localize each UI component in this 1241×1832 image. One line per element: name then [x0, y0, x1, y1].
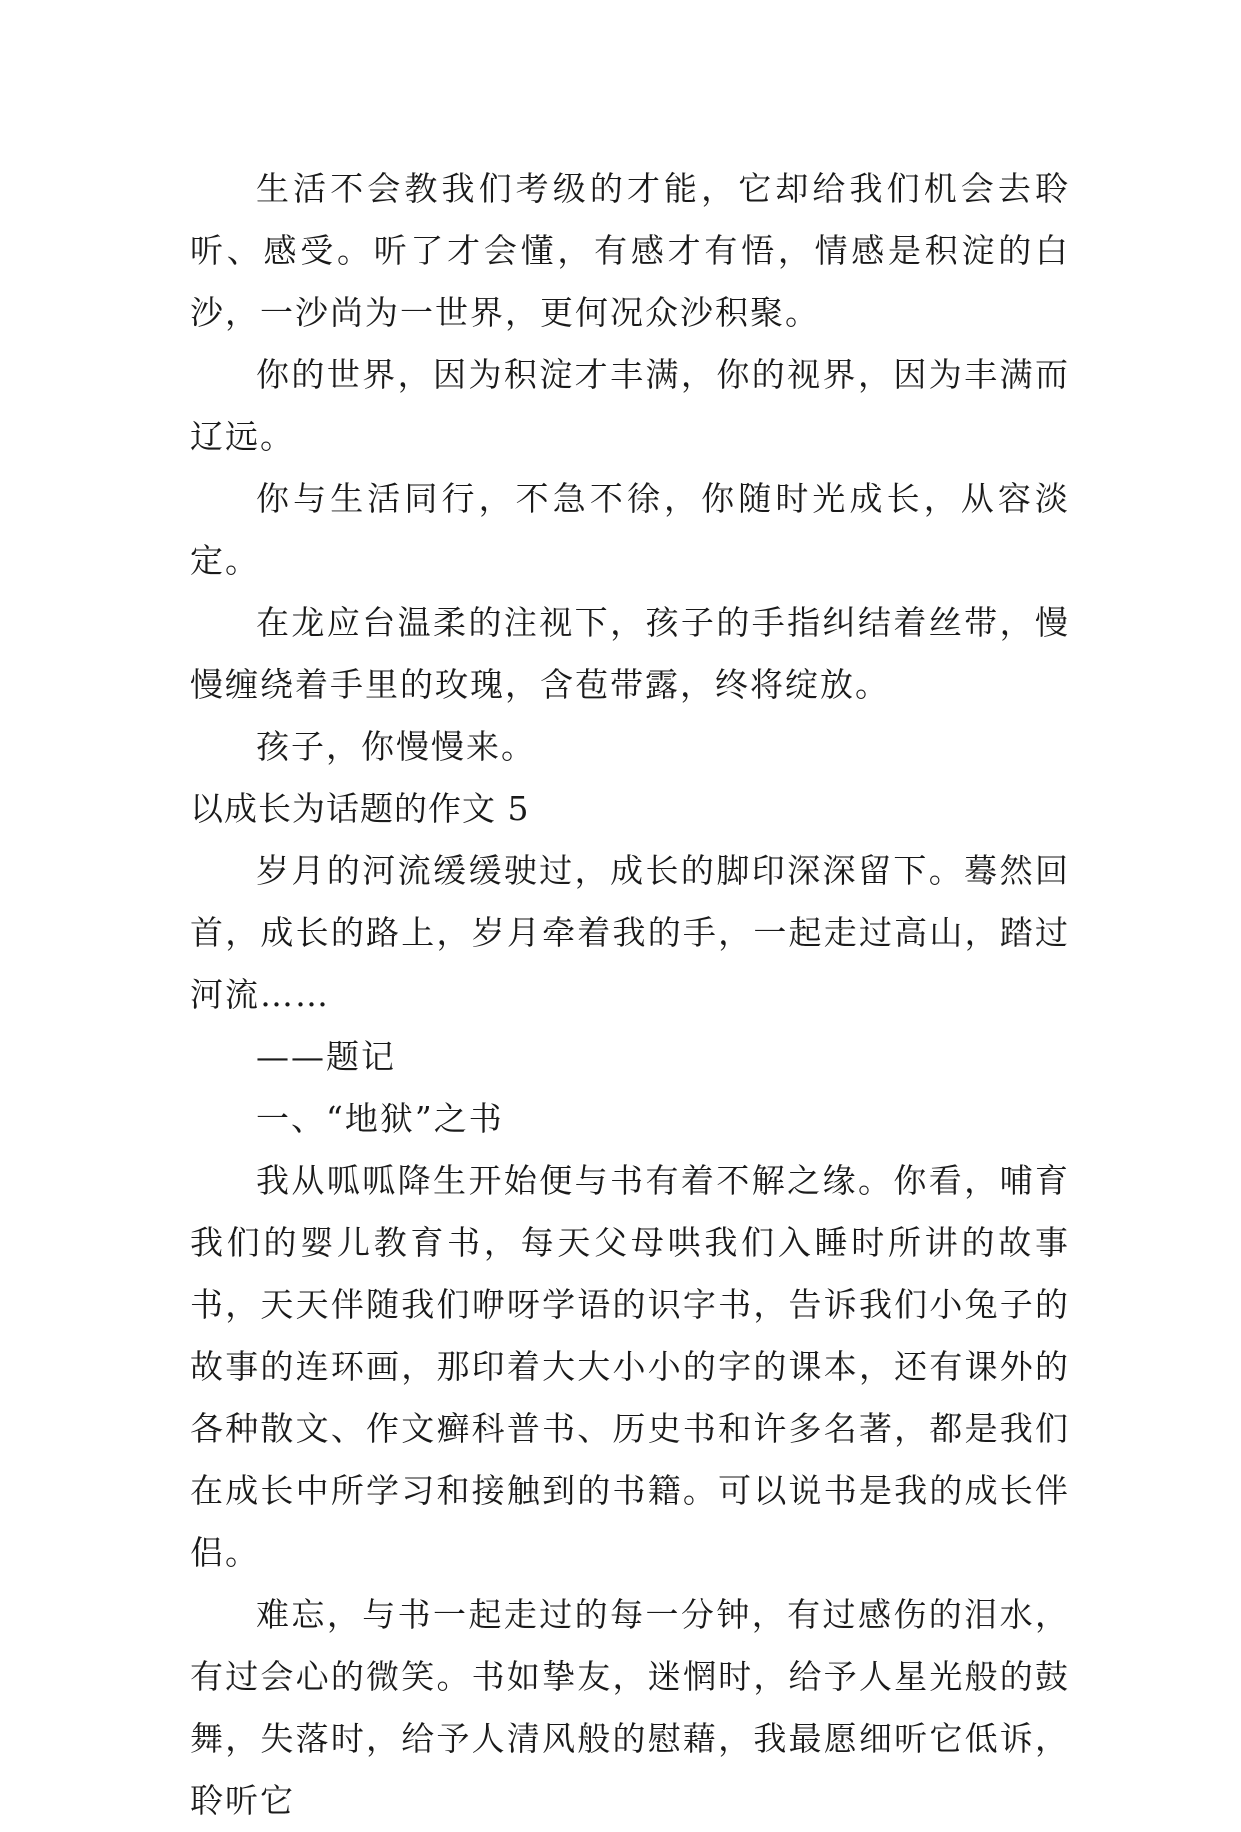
paragraph: 你与生活同行，不急不徐，你随时光成长，从容淡定。	[190, 479, 1070, 580]
document-body	[190, 158, 1070, 1832]
subsection-heading: 一、“地狱”之书	[256, 1099, 504, 1138]
epigraph-attribution: ——题记	[256, 1037, 396, 1076]
paragraph: 你的世界，因为积淀才丰满，你的视界，因为丰满而辽远。	[190, 355, 1070, 456]
paragraph: 生活不会教我们考级的才能，它却给我们机会去聆听、感受。听了才会懂，有感才有悟，情感是积淀的白沙，一沙尚为一世界，更何况众沙积聚。	[190, 169, 1070, 332]
paragraph: 孩子，你慢慢来。	[256, 727, 536, 766]
paragraph: 我从呱呱降生开始便与书有着不解之缘。你看，哺育我们的婴儿教育书，每天父母哄我们入睡时所讲的故事书，天天伴随我们咿呀学语的识字书，告诉我们小兔子的故事的连环画，那印着大大小小的字的课本，还有课外的各种散文、作文癣科普书、历史书和许多名著，都是我们在成长中所学习和接触到的书籍。可以说书是我的成长伴侣。	[190, 1161, 1070, 1572]
paragraph: 在龙应台温柔的注视下，孩子的手指纠结着丝带，慢慢缠绕着手里的玫瑰，含苞带露，终将绽放。	[190, 603, 1070, 704]
paragraph: 岁月的河流缓缓驶过，成长的脚印深深留下。蓦然回首，成长的路上，岁月牵着我的手，一起走过高山，踏过河流……	[190, 851, 1070, 1014]
paragraph: 难忘，与书一起走过的每一分钟，有过感伤的泪水，有过会心的微笑。书如挚友，迷惘时，给予人星光般的鼓舞，失落时，给予人清风般的慰藉，我最愿细听它低诉，聆听它	[190, 1595, 1070, 1820]
section-heading: 以成长为话题的作文 5	[190, 789, 530, 828]
